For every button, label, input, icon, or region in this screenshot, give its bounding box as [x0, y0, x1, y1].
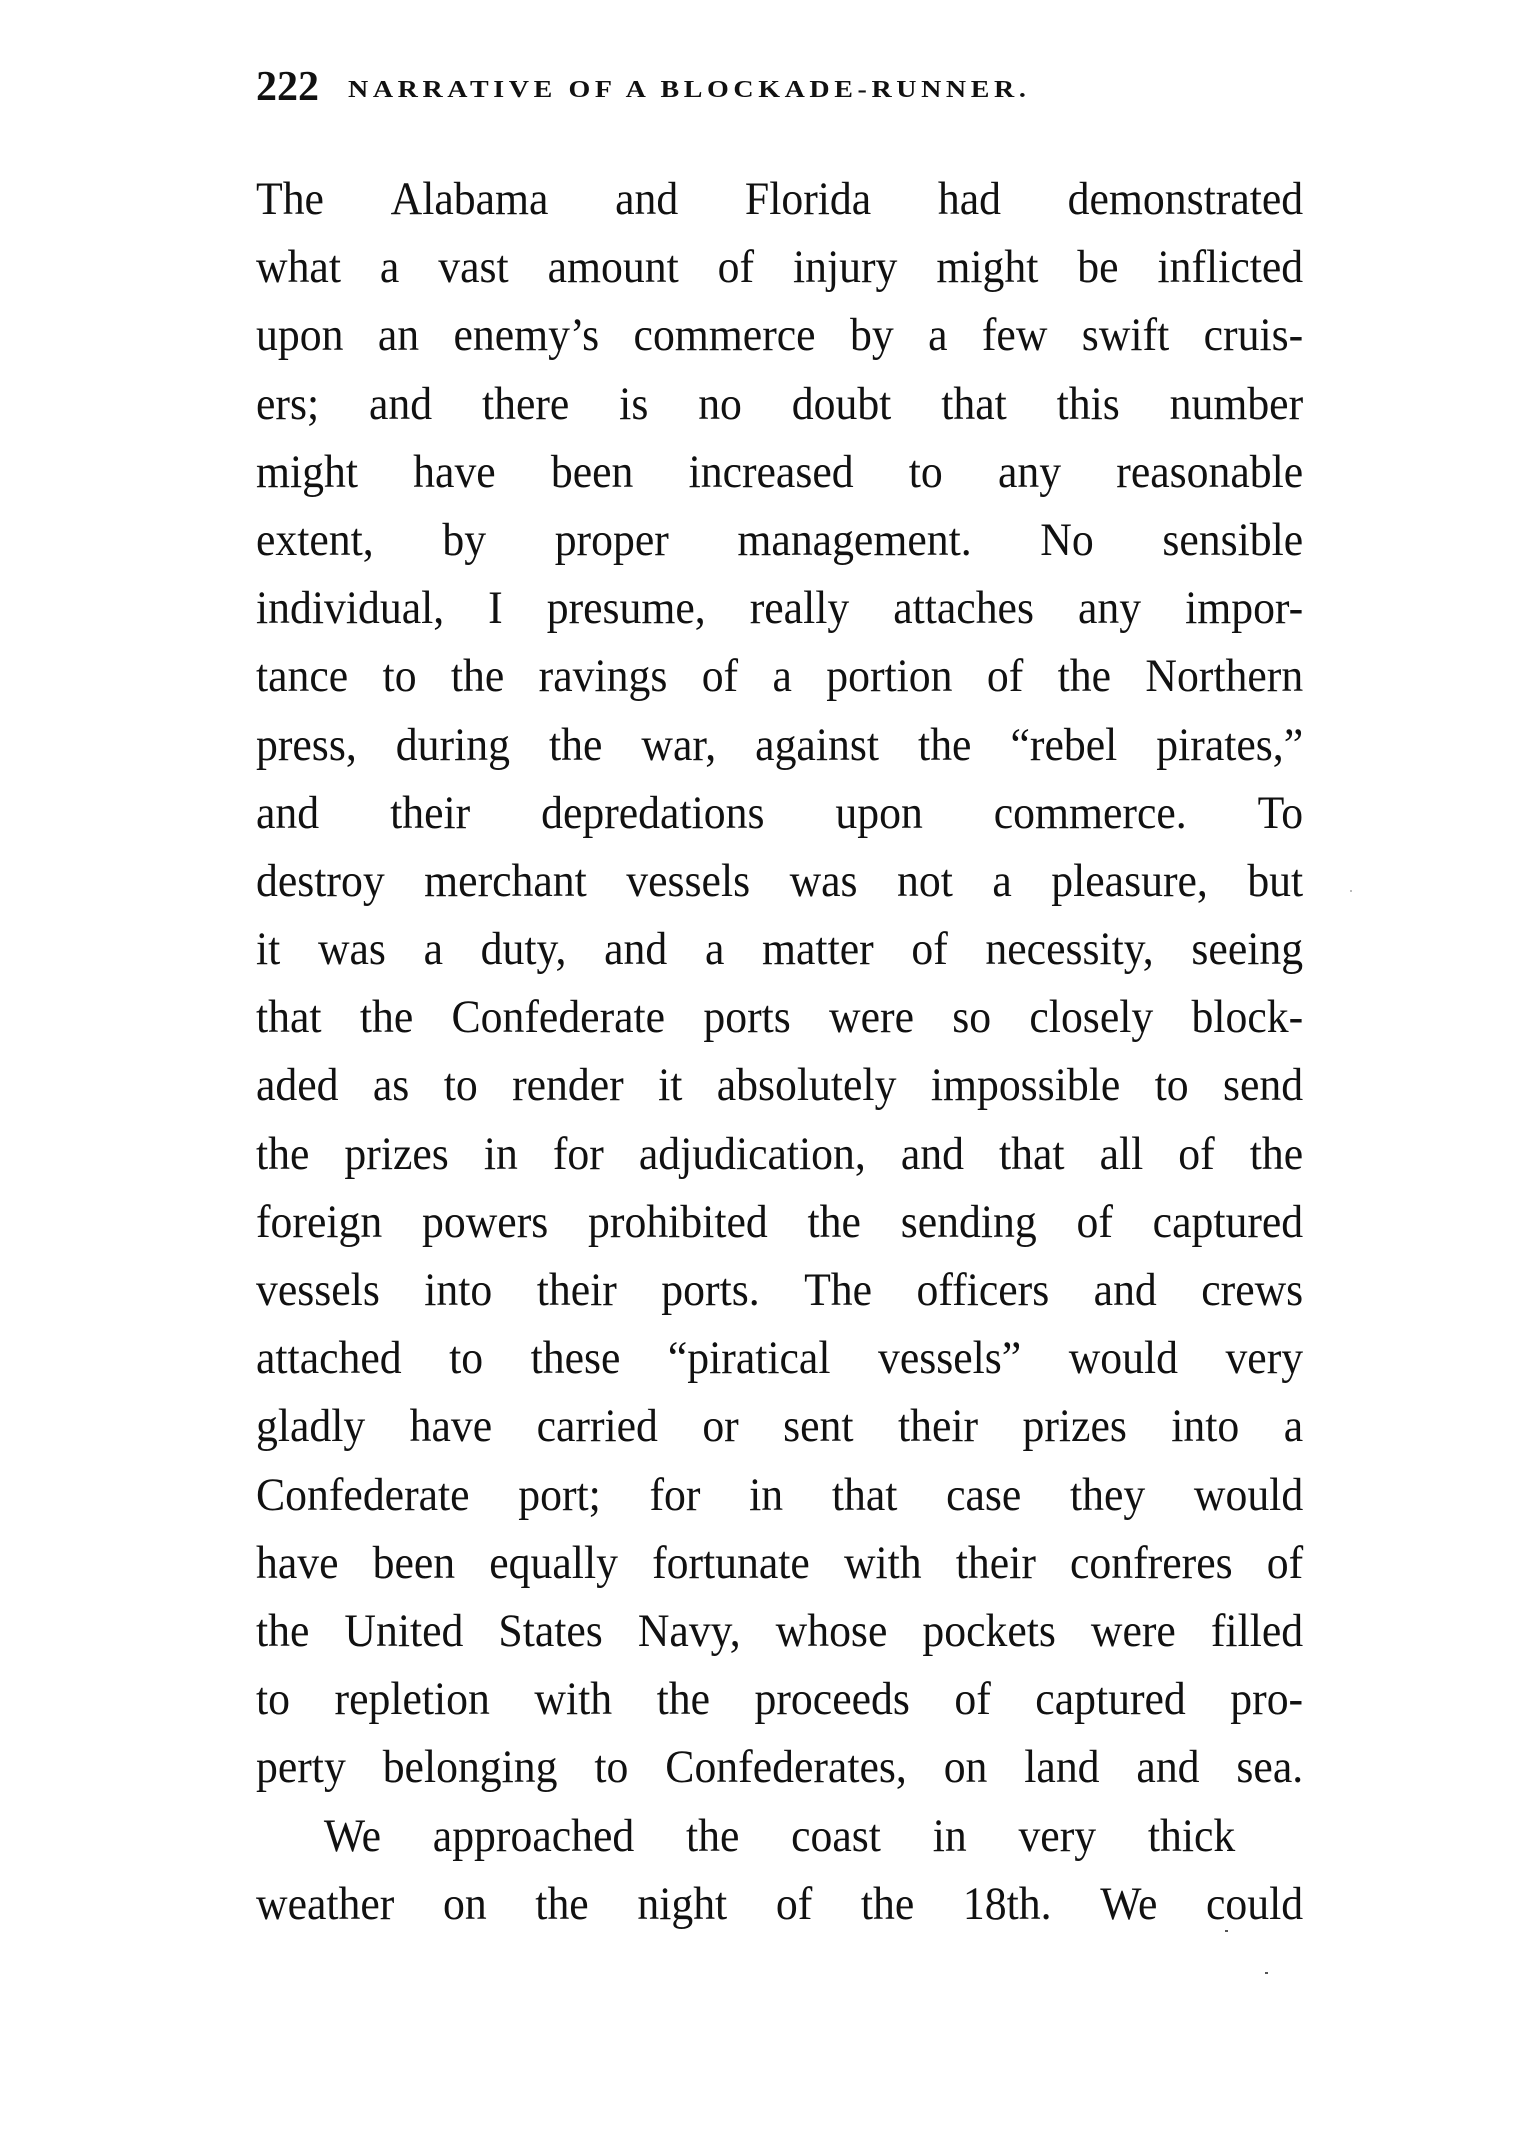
word: belonging — [382, 1741, 558, 1794]
word: their — [955, 1536, 1036, 1589]
word: proceeds — [754, 1673, 910, 1726]
word: render — [512, 1059, 624, 1112]
text-line — [256, 1597, 1303, 1665]
word: of — [954, 1673, 991, 1726]
word: the — [1057, 650, 1112, 703]
word: with — [534, 1673, 613, 1726]
word: “piratical — [667, 1332, 831, 1385]
word: any — [1077, 582, 1142, 635]
word: ports. — [661, 1264, 760, 1316]
word: 18th. — [962, 1877, 1052, 1930]
word: the — [1249, 1127, 1304, 1180]
word: a — [772, 650, 792, 703]
word: No — [1040, 513, 1094, 566]
word: in — [483, 1127, 518, 1180]
word: that — [256, 991, 322, 1044]
word: all — [1099, 1127, 1144, 1180]
word: prizes — [1022, 1400, 1127, 1453]
word: this — [1056, 377, 1120, 430]
text-line — [256, 165, 1303, 233]
text-line — [256, 779, 1303, 847]
word: The — [256, 173, 324, 225]
word: were — [829, 991, 914, 1044]
word: it — [658, 1059, 683, 1112]
word: of — [1076, 1195, 1113, 1248]
text-line — [256, 438, 1303, 506]
word: adjudication, — [638, 1127, 866, 1180]
word: that — [998, 1127, 1065, 1180]
word: matter — [762, 923, 874, 976]
word: destroy — [256, 854, 385, 907]
word: prohibited — [588, 1195, 768, 1248]
word: vast — [438, 241, 509, 294]
word: the — [656, 1673, 711, 1726]
word: of — [986, 650, 1024, 703]
text-line — [256, 1461, 1303, 1529]
word: press, — [256, 718, 357, 771]
word: gladly — [256, 1400, 366, 1453]
word: a — [1283, 1400, 1304, 1453]
word: land — [1024, 1741, 1100, 1794]
word: of — [911, 923, 948, 976]
word: have — [409, 1400, 493, 1453]
word: the — [918, 718, 972, 771]
word: Navy, — [637, 1604, 741, 1657]
word: in — [932, 1809, 967, 1862]
word: crews — [1201, 1264, 1304, 1316]
word: is — [619, 377, 649, 430]
text-line — [256, 1733, 1303, 1801]
word: cruis- — [1203, 309, 1304, 362]
word: ports — [703, 991, 791, 1044]
word: injury — [792, 241, 898, 294]
word: they — [1069, 1468, 1146, 1521]
text-line — [256, 1802, 1235, 1870]
word: The — [804, 1264, 873, 1316]
word: to — [594, 1741, 629, 1794]
word: foreign — [256, 1195, 383, 1248]
word: States — [498, 1604, 603, 1657]
word: enemy’s — [453, 309, 600, 362]
word: doubt — [791, 377, 892, 430]
word: reasonable — [1116, 445, 1304, 498]
word: and — [604, 923, 668, 976]
word: We — [323, 1809, 382, 1862]
word: presume, — [546, 582, 706, 635]
word: have — [256, 1536, 339, 1589]
word: the — [450, 650, 505, 703]
scan-speck — [1265, 1972, 1268, 1974]
word: that — [941, 377, 1007, 430]
word: with — [843, 1536, 922, 1589]
word: a — [379, 241, 400, 294]
word: upon — [256, 309, 344, 362]
word: not — [897, 854, 953, 907]
word: aded — [256, 1059, 339, 1112]
word: coast — [791, 1809, 881, 1862]
word: I — [488, 582, 503, 635]
word: To — [1257, 786, 1304, 839]
word: powers — [422, 1195, 549, 1248]
word: attached — [256, 1332, 402, 1385]
word: was — [789, 854, 858, 907]
word: amount — [547, 241, 679, 294]
word: be — [1077, 241, 1119, 294]
word: very — [1018, 1809, 1097, 1862]
text-line — [256, 506, 1303, 574]
word: ravings — [538, 650, 668, 703]
word: and — [1093, 1264, 1157, 1316]
word: vessels — [626, 854, 751, 907]
word: portion — [826, 650, 953, 703]
word: absolutely — [716, 1059, 897, 1112]
word: confreres — [1070, 1536, 1233, 1589]
word: number — [1169, 377, 1304, 430]
word: We — [1100, 1877, 1158, 1930]
word: inflicted — [1157, 241, 1304, 294]
word: the — [860, 1877, 915, 1930]
word: a — [704, 923, 725, 976]
word: by — [849, 309, 894, 362]
word: Alabama — [390, 173, 549, 225]
word: to — [449, 1332, 484, 1385]
word: against — [755, 718, 879, 771]
word: or — [702, 1400, 739, 1453]
text-line — [256, 1665, 1303, 1733]
word: pockets — [922, 1604, 1056, 1657]
word: case — [946, 1468, 1022, 1521]
word: for — [649, 1468, 701, 1521]
text-line — [256, 915, 1303, 983]
word: and — [615, 173, 679, 225]
word: could — [1206, 1877, 1304, 1930]
word: the — [256, 1604, 310, 1657]
word: might — [936, 241, 1039, 294]
word: there — [481, 377, 570, 430]
word: approached — [432, 1809, 635, 1862]
text-line — [256, 1120, 1303, 1188]
word: equally — [489, 1536, 618, 1589]
word: the — [359, 991, 414, 1044]
word: night — [637, 1877, 728, 1930]
word: sensible — [1162, 513, 1304, 566]
word: any — [997, 445, 1062, 498]
word: “rebel — [1010, 718, 1118, 771]
running-title: NARRATIVE OF A BLOCKADE-RUNNER. — [348, 76, 1031, 103]
word: during — [395, 718, 510, 771]
word: the — [548, 718, 603, 771]
word: send — [1223, 1059, 1304, 1112]
word: merchant — [424, 854, 587, 907]
word: fortunate — [652, 1536, 810, 1589]
word: no — [698, 377, 742, 430]
word: upon — [835, 786, 923, 839]
text-line — [256, 1392, 1303, 1460]
running-head — [256, 62, 1306, 112]
word: individual, — [256, 582, 445, 635]
word: officers — [916, 1264, 1050, 1316]
text-line — [256, 847, 1303, 915]
word: commerce — [633, 309, 816, 362]
word: captured — [1035, 1673, 1186, 1726]
word: the — [256, 1127, 310, 1180]
text-line — [256, 370, 1303, 438]
word: on — [943, 1741, 988, 1794]
word: swift — [1081, 309, 1170, 362]
word: was — [317, 923, 386, 976]
word: pleasure, — [1051, 854, 1208, 907]
word: their — [897, 1400, 979, 1453]
word: been — [550, 445, 634, 498]
word: port; — [518, 1468, 601, 1521]
word: impor- — [1185, 582, 1304, 635]
word: impossible — [930, 1059, 1121, 1112]
text-line — [256, 1324, 1303, 1392]
word: duty, — [480, 923, 567, 976]
word: an — [377, 309, 420, 362]
word: vessels” — [877, 1332, 1022, 1385]
word: in — [749, 1468, 784, 1521]
word: of — [1266, 1536, 1304, 1589]
text-line — [256, 983, 1303, 1051]
word: weather — [256, 1877, 395, 1930]
word: sea. — [1236, 1741, 1304, 1794]
word: prizes — [344, 1127, 449, 1180]
word: have — [413, 445, 496, 498]
word: and — [1136, 1741, 1200, 1794]
word: really — [749, 582, 850, 635]
word: repletion — [334, 1673, 490, 1726]
word: pro- — [1230, 1673, 1304, 1726]
word: carried — [536, 1400, 658, 1453]
word: Confederate — [256, 1468, 470, 1521]
page-number: 222 — [256, 64, 319, 110]
word: to — [256, 1673, 291, 1726]
text-line — [256, 1188, 1303, 1256]
word: for — [552, 1127, 604, 1180]
word: the — [685, 1809, 740, 1862]
word: had — [937, 173, 1001, 225]
word: the — [807, 1195, 861, 1248]
word: demonstrated — [1067, 173, 1304, 225]
word: Northern — [1145, 650, 1304, 703]
word: of — [1178, 1127, 1215, 1180]
text-line — [256, 1051, 1303, 1119]
word: pirates,” — [1156, 718, 1304, 771]
paragraph — [256, 1802, 1303, 1938]
word: been — [372, 1536, 456, 1589]
word: would — [1068, 1332, 1178, 1385]
word: into — [1171, 1400, 1240, 1453]
word: war, — [641, 718, 717, 771]
word: United — [344, 1604, 464, 1657]
word: on — [442, 1877, 487, 1930]
word: so — [952, 991, 992, 1044]
text-line — [256, 1529, 1303, 1597]
word: the — [535, 1877, 589, 1930]
word: it — [256, 923, 281, 976]
word: a — [423, 923, 444, 976]
word: a — [928, 309, 948, 362]
word: vessels — [256, 1264, 380, 1316]
text-line — [256, 642, 1303, 710]
word: and — [256, 786, 320, 839]
word: these — [530, 1332, 621, 1385]
word: their — [390, 786, 471, 839]
word: to — [908, 445, 943, 498]
word: Confederates, — [665, 1741, 907, 1794]
word: as — [372, 1059, 410, 1112]
word: their — [536, 1264, 617, 1316]
word: sending — [900, 1195, 1037, 1248]
word: and — [368, 377, 433, 430]
word: depredations — [541, 786, 765, 839]
scan-speck — [1225, 1930, 1228, 1932]
word: attaches — [893, 582, 1034, 635]
word: to — [382, 650, 417, 703]
text-line — [256, 1256, 1303, 1324]
word: necessity, — [985, 923, 1154, 976]
text-line — [256, 301, 1303, 369]
word: might — [256, 445, 359, 498]
word: Florida — [744, 173, 872, 225]
word: and — [900, 1127, 964, 1180]
word: were — [1090, 1604, 1176, 1657]
word: very — [1225, 1332, 1304, 1385]
word: commerce. — [993, 786, 1187, 839]
word: proper — [554, 513, 669, 566]
word: whose — [775, 1604, 888, 1657]
word: perty — [256, 1741, 346, 1794]
word: to — [1154, 1059, 1189, 1112]
text-line — [256, 574, 1303, 642]
word: captured — [1152, 1195, 1304, 1248]
word: filled — [1210, 1604, 1304, 1657]
word: block- — [1191, 991, 1304, 1044]
word: thick — [1147, 1809, 1236, 1862]
text-line — [256, 233, 1303, 301]
word: ers; — [256, 377, 320, 430]
word: to — [443, 1059, 478, 1112]
text-line — [256, 711, 1303, 779]
word: extent, — [256, 513, 374, 566]
word: tance — [256, 650, 349, 703]
word: closely — [1029, 991, 1154, 1044]
scan-speck — [1350, 890, 1352, 892]
word: a — [992, 854, 1012, 907]
word: increased — [688, 445, 854, 498]
word: management. — [737, 513, 972, 566]
word: what — [256, 241, 341, 294]
paragraph — [256, 165, 1303, 1802]
word: sent — [783, 1400, 854, 1453]
word: Confederate — [451, 991, 666, 1044]
text-line — [256, 1870, 1303, 1938]
word: few — [981, 309, 1048, 362]
word: that — [831, 1468, 898, 1521]
word: seeing — [1191, 923, 1304, 976]
word: would — [1193, 1468, 1304, 1521]
word: but — [1247, 854, 1304, 907]
word: of — [717, 241, 755, 294]
word: of — [701, 650, 739, 703]
word: by — [442, 513, 487, 566]
body-text — [256, 165, 1303, 1938]
word: into — [424, 1264, 493, 1316]
word: of — [775, 1877, 813, 1930]
